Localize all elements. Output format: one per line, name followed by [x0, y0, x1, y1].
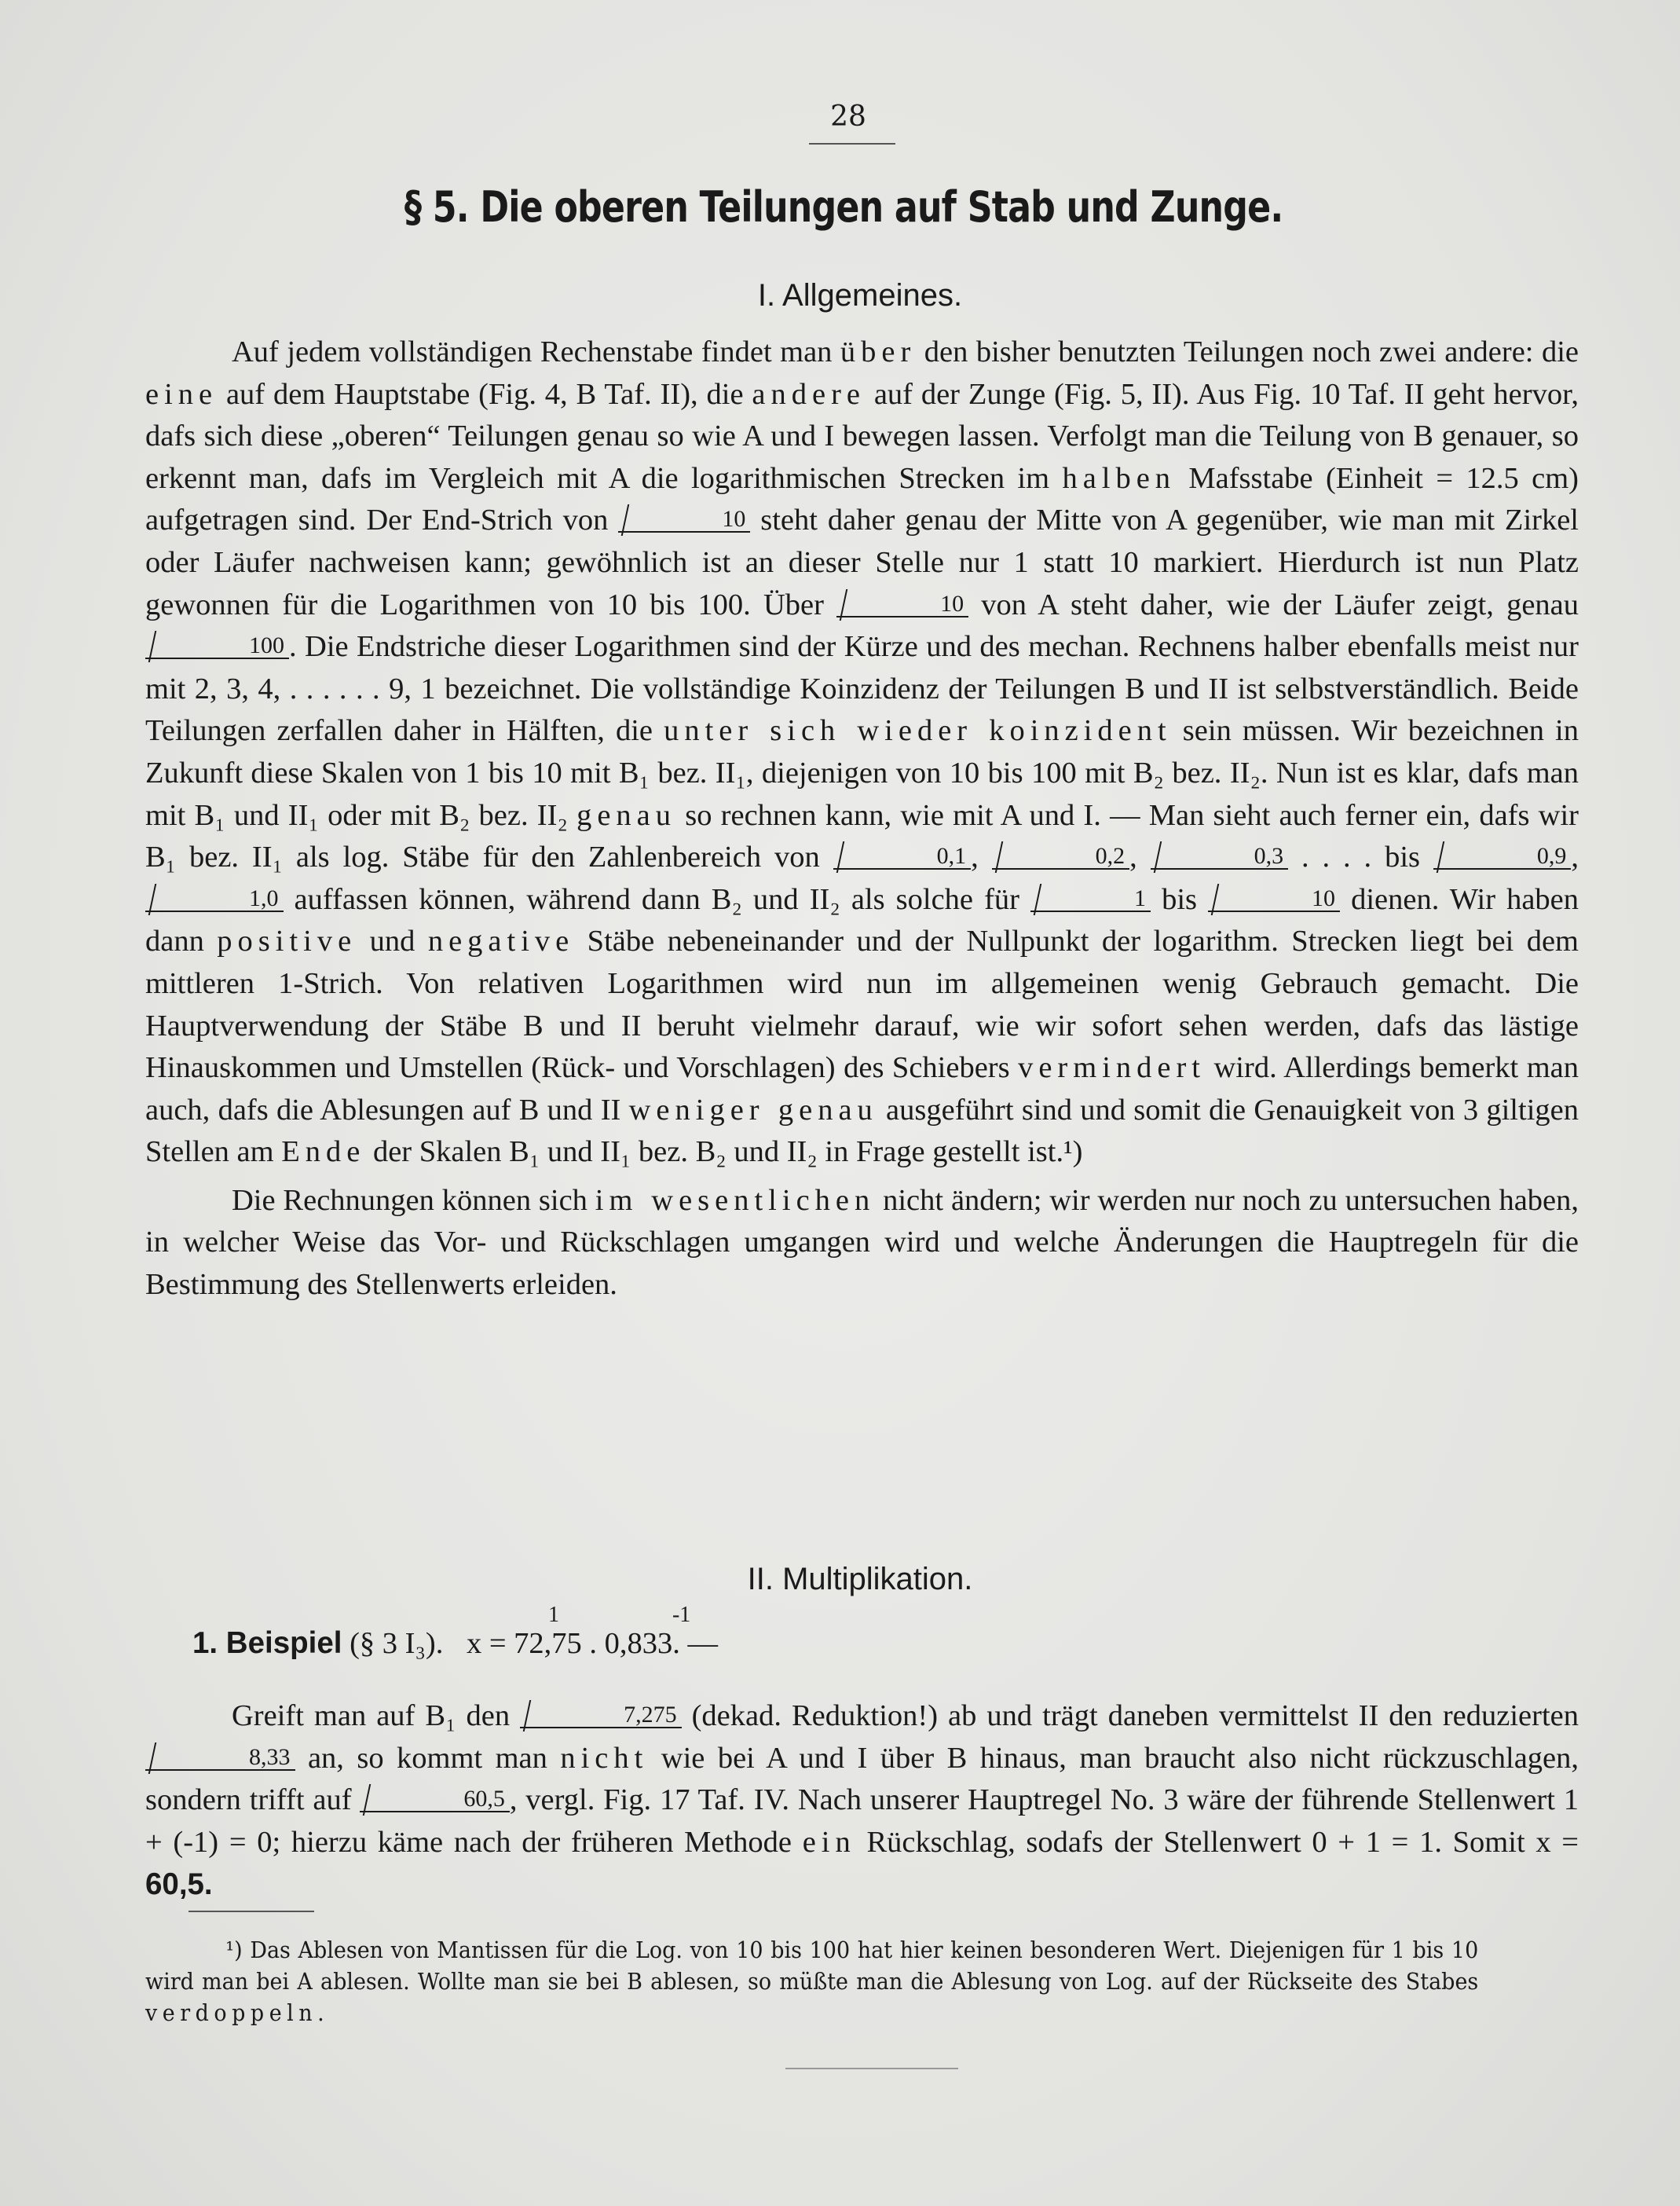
example-label: 1. Beispiel — [192, 1626, 342, 1660]
log-symbol: 10 — [1208, 887, 1340, 912]
log-symbol: 8,33 — [145, 1746, 295, 1771]
log-symbol: 0,9 — [1433, 845, 1572, 870]
bottom-rule — [785, 2068, 958, 2069]
log-symbol: 0,2 — [992, 845, 1130, 870]
section2-text — [145, 1695, 1579, 1907]
log-symbol: 0,3 — [1151, 845, 1289, 870]
footnote-rule — [188, 1911, 314, 1912]
log-symbol: 7,275 — [520, 1703, 682, 1728]
paragraph: Auf jedem vollständigen Rechenstabe findet man über den bisher benutzten Teilungen noch zwei andere: die eine auf dem Hauptstabe (Fig. 4, B Taf. II), die andere auf der Zunge (Fig. 5, II). Aus Fig. 10 Taf. II geht hervor, dafs sich diese „oberen“ Teilungen genau so wie A und I bewegen lassen. Verfolgt man die Teilung von B genauer, so erkennt man, dafs im Vergleich mit A die logarithmischen Strecken im halben Mafsstabe (Einheit = 12.5 cm) aufgetragen sind. Der End-Strich von 10 steht daher genau der Mitte von A gegenüber, wie man mit Zirkel oder Läufer nachweisen kann; gewöhnlich ist an dieser Stelle nur 1 statt 10 markiert. Hierdurch ist nun Platz gewonnen für die Logarithmen von 10 bis 100. Über 10 von A steht daher, wie der Läufer zeigt, genau 100 . Die Endstriche dieser Logarithmen sind der Kürze und des mechan. Rechnens halber ebenfalls meist nur mit 2, 3, 4, . . . . . . 9, 1 bezeichnet. Die vollständige Koinzidenz der Teilungen B und II ist selbstverständlich. Beide Teilungen zerfallen daher in Hälften, die unter sich wieder koinzident sein müssen. Wir bezeichnen in Zukunft diese Skalen von 1 bis 10 mit B₁ bez. II₁, diejenigen von 10 bis 100 mit B₂ bez. II₂. Nun ist es klar, dafs man mit B₁ und II₁ oder mit B₂ bez. II₂ genau so rechnen kann, wie mit A und I. — Man sieht auch ferner ein, dafs wir B₁ bez. II₁ als log. Stäbe für den Zahlenbereich von 0,1 , 0,2 , 0,3 . . . . bis 0,9 , 1,0 auffassen können, während dann B₂ und II₂ als solche für 1 bis 10 dienen. Wir haben dann positive und negative Stäbe nebeneinander und der Nullpunkt der logarithm. Strecken liegt bei dem mittleren 1-Strich. Von relativen Logarithmen wird nun im allgemeinen wenig Gebrauch gemacht. Die Hauptverwendung der Stäbe B und II beruht vielmehr darauf, wie wir sofort sehen werden, dafs das lästige Hinauskommen und Umstellen (Rück- und Vorschlagen) des Schiebers vermindert wird. Allerdings bemerkt man auch, dafs die Ablesungen auf B und II weniger genau ausgeführt sind und somit die Genauigkeit von 3 giltigen Stellen am Ende der Skalen B₁ und II₁ bez. B₂ und II₂ in Frage gestellt ist.¹) — [145, 335, 1579, 1169]
log-symbol: 0,1 — [833, 845, 972, 870]
chapter-title: § 5. Die oberen Teilungen auf Stab und Zunge. — [404, 182, 1283, 232]
log-symbol: 100 — [145, 634, 289, 659]
log-symbol: 1,0 — [145, 887, 284, 912]
footnote: ¹) Das Ablesen von Mantissen für die Log. von 10 bis 100 hat hier keinen besonderen Wert. Diejenigen für 1 bis 10 wird man bei A ablesen. Wollte man sie bei B ablesen, so müßte man die Ablesung von Log. auf der Rückseite des Stabes verdoppeln. — [145, 1937, 1479, 2026]
paragraph: Greift man auf B₁ den 7,275 (dekad. Reduktion!) ab und trägt daneben vermittelst II den reduzierten 8,33 an, so kommt man nicht wie bei A und I über B hinaus, man braucht also nicht rückzuschlagen, sondern trifft auf 60,5 , vergl. Fig. 17 Taf. IV. Nach unserer Hauptregel No. 3 wäre der führende Stellenwert 1 + (-1) = 0; hierzu käme nach der früheren Methode ein Rückschlag, sodafs der Stellenwert 0 + 1 = 1. Somit x = 60,5. — [145, 1699, 1579, 1902]
paragraph: Die Rechnungen können sich im wesentlichen nicht ändern; wir werden nur noch zu untersuchen haben, in welcher Weise das Vor- und Rückschlagen umgangen wird und welche Änderungen die Hauptregeln für die Bestimmung des Stellenwerts erleiden. — [145, 1183, 1579, 1302]
example-line — [192, 1603, 1606, 1661]
section-heading-multiplikation: II. Multiplikation. — [747, 1562, 973, 1596]
log-symbol: 1 — [1030, 887, 1151, 912]
example-equation: 1 -1 x = 72,75 . 0,833. — — [466, 1603, 719, 1660]
log-symbol: 10 — [836, 592, 968, 617]
page-number-rule — [809, 143, 895, 145]
example-ref: (§ 3 I₃). — [350, 1627, 444, 1660]
section-heading-allgemeines: I. Allgemeines. — [757, 278, 963, 313]
page-number: 28 — [830, 101, 866, 133]
log-symbol: 10 — [618, 508, 750, 533]
log-symbol: 60,5 — [360, 1787, 510, 1812]
section1-text — [145, 332, 1579, 1306]
